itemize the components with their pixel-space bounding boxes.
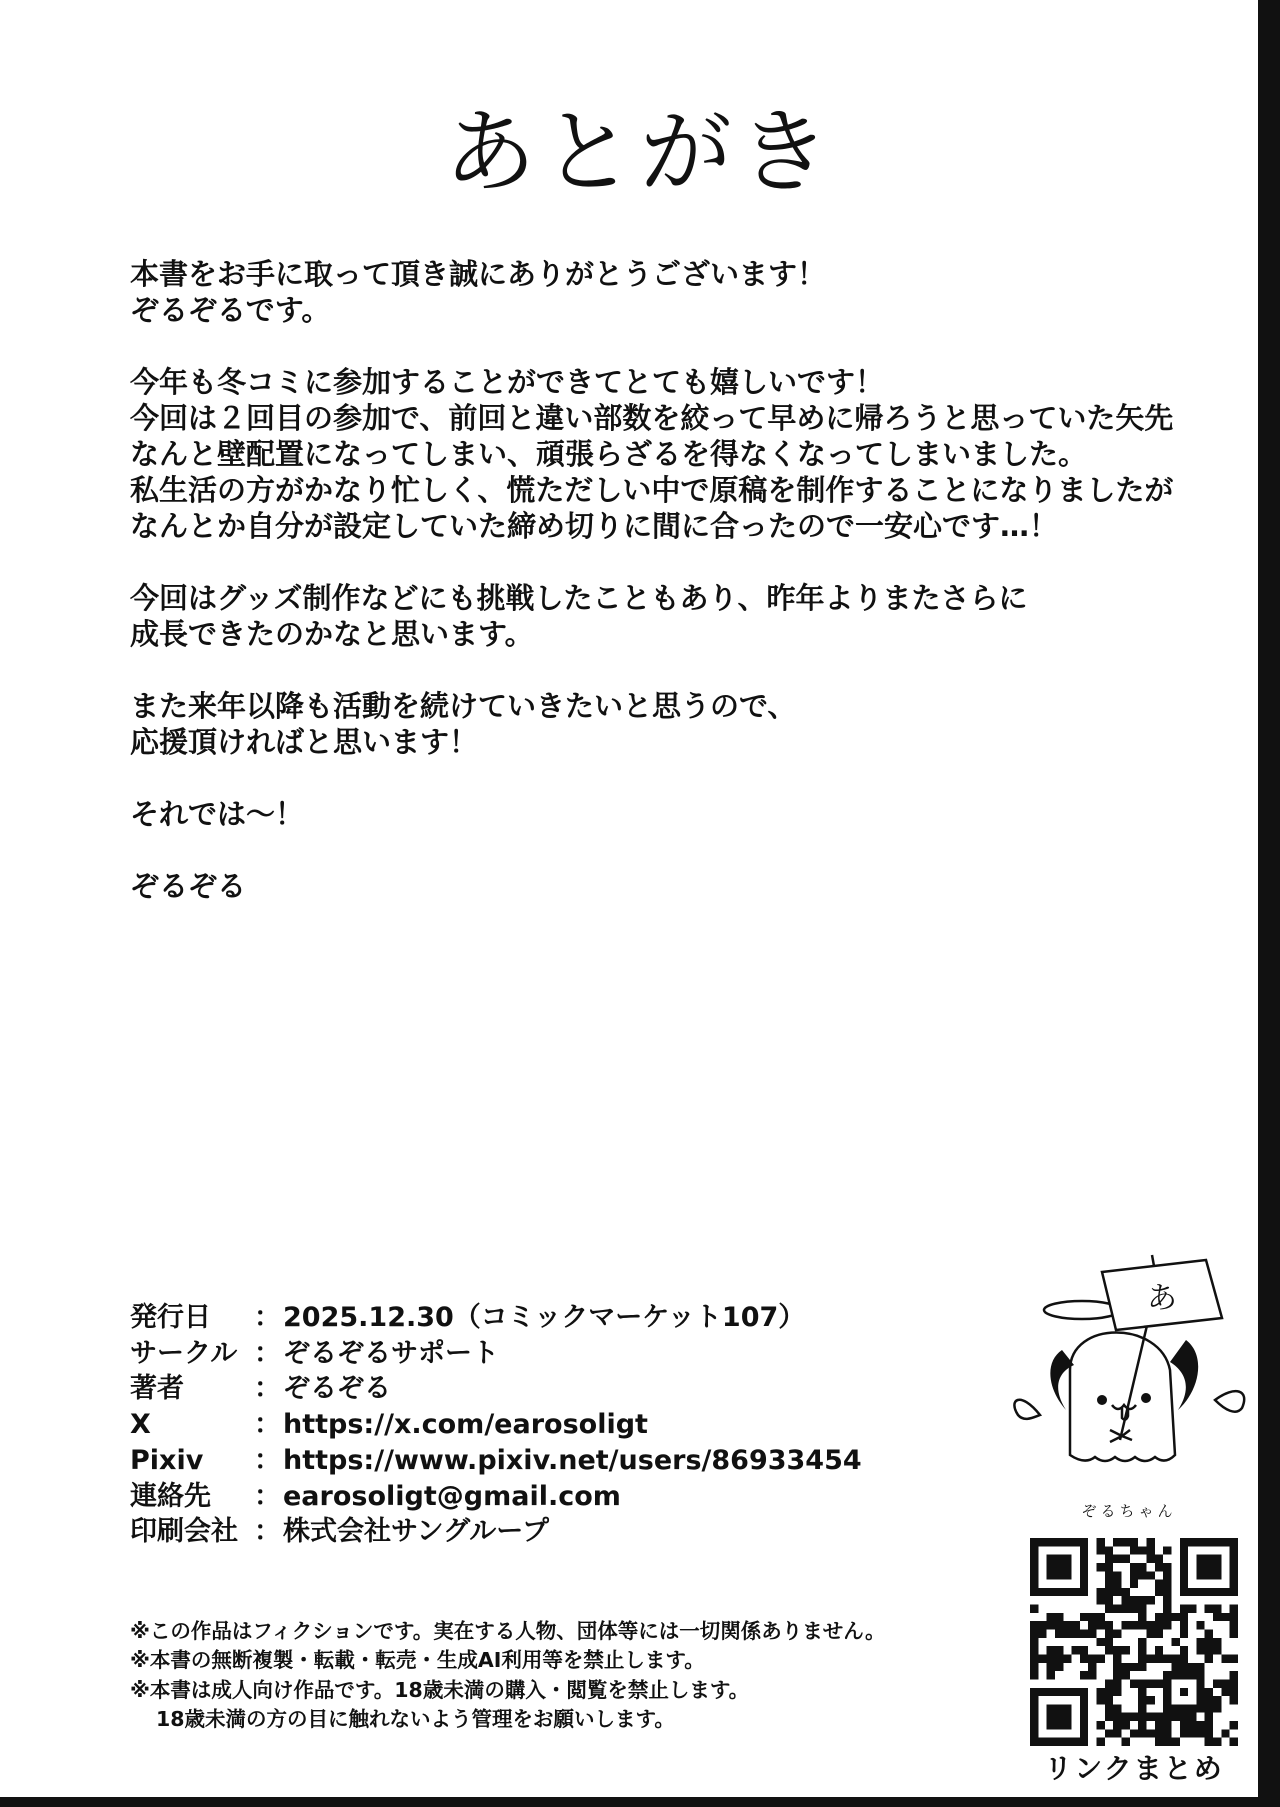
qr-module [1122, 1663, 1130, 1671]
qr-module [1221, 1654, 1229, 1662]
qr-module [1138, 1571, 1146, 1579]
qr-module [1097, 1588, 1105, 1596]
qr-module [1080, 1630, 1088, 1638]
qr-module [1230, 1696, 1238, 1704]
qr-module [1205, 1646, 1213, 1654]
qr-module [1205, 1738, 1213, 1746]
qr-module [1122, 1588, 1130, 1596]
colophon-label: 連絡先 [130, 1480, 211, 1512]
paragraph-gap [130, 760, 1173, 796]
qr-module [1138, 1638, 1146, 1646]
qr-module [1138, 1729, 1146, 1737]
qr-module [1055, 1654, 1063, 1662]
qr-module [1205, 1729, 1213, 1737]
colophon-row [130, 1371, 862, 1407]
qr-module [1113, 1663, 1121, 1671]
qr-module [1163, 1613, 1171, 1621]
afterword-body [130, 256, 1173, 904]
colophon-colon: ： [254, 1337, 281, 1369]
qr-module [1055, 1613, 1063, 1621]
qr-module [1105, 1621, 1113, 1629]
qr-module [1171, 1638, 1179, 1646]
qr-module [1213, 1638, 1221, 1646]
qr-module [1122, 1721, 1130, 1729]
qr-module [1030, 1621, 1038, 1629]
qr-module [1180, 1613, 1188, 1621]
body-line: なんとか自分が設定していた締め切りに間に合ったので一安心です…！ [130, 509, 1059, 543]
qr-module [1196, 1638, 1204, 1646]
qr-label: リンクまとめ [1044, 1752, 1224, 1785]
qr-module [1097, 1721, 1105, 1729]
sign-text: あ [1147, 1281, 1177, 1316]
qr-module [1130, 1621, 1138, 1629]
qr-module [1171, 1613, 1179, 1621]
qr-module [1097, 1546, 1105, 1554]
qr-module [1030, 1663, 1038, 1671]
notice-line: ※この作品はフィクションです。実在する人物、団体等には一切関係ありません。 [130, 1619, 886, 1643]
body-line: ぞるぞる [130, 869, 247, 903]
qr-module [1088, 1630, 1096, 1638]
qr-module [1088, 1613, 1096, 1621]
qr-module [1097, 1613, 1105, 1621]
qr-module [1163, 1571, 1171, 1579]
paragraph-gap [130, 832, 1173, 868]
qr-module [1180, 1646, 1188, 1654]
qr-module [1146, 1654, 1154, 1662]
qr-module [1030, 1638, 1038, 1646]
qr-module [1105, 1605, 1113, 1613]
qr-module [1146, 1596, 1154, 1604]
qr-module [1113, 1571, 1121, 1579]
qr-module [1130, 1663, 1138, 1671]
qr-module [1230, 1630, 1238, 1638]
colophon-colon: ： [254, 1480, 281, 1512]
qr-module [1221, 1679, 1229, 1687]
qr-module [1196, 1555, 1221, 1580]
colophon-colon: ： [254, 1302, 281, 1333]
paragraph-gap [130, 328, 1173, 364]
qr-module [1038, 1630, 1046, 1638]
qr-module [1055, 1621, 1063, 1629]
colophon-row [130, 1336, 862, 1372]
qr-module [1080, 1654, 1088, 1662]
colophon-value[interactable]: https://x.com/earosoligt [283, 1409, 648, 1441]
qr-module [1205, 1654, 1213, 1662]
qr-module [1113, 1688, 1121, 1696]
qr-module [1171, 1663, 1179, 1671]
qr-module [1230, 1738, 1238, 1746]
qr-module [1072, 1621, 1080, 1629]
qr-module [1122, 1738, 1130, 1746]
qr-module [1213, 1613, 1221, 1621]
qr-module [1097, 1696, 1105, 1704]
qr-module [1180, 1729, 1188, 1737]
qr-module [1105, 1696, 1113, 1704]
qr-module [1030, 1654, 1038, 1662]
qr-module [1163, 1580, 1171, 1588]
body-line: なんと壁配置になってしまい、頑張らざるを得なくなってしまいました。 [130, 437, 1088, 471]
colophon-row [130, 1300, 862, 1336]
qr-module [1180, 1654, 1188, 1662]
qr-module [1130, 1580, 1138, 1588]
body-line: 私生活の方がかなり忙しく、慌ただしい中で原稿を制作することになりましたが [130, 473, 1174, 507]
qr-module [1146, 1679, 1154, 1687]
qr-module [1122, 1605, 1130, 1613]
qr-module [1105, 1646, 1113, 1654]
colophon-label: Pixiv [130, 1444, 204, 1476]
body-line: 今年も冬コミに参加することができてとても嬉しいです！ [130, 365, 885, 399]
qr-module [1155, 1721, 1163, 1729]
qr-module [1163, 1596, 1171, 1604]
qr-module [1146, 1555, 1154, 1563]
qr-module [1213, 1646, 1221, 1654]
qr-module [1196, 1621, 1204, 1629]
qr-module [1030, 1646, 1038, 1654]
colophon-label: 印刷会社 [130, 1516, 238, 1548]
qr-module [1196, 1663, 1204, 1671]
qr-module [1221, 1688, 1229, 1696]
qr-module [1163, 1621, 1171, 1629]
colophon-colon: ： [254, 1373, 281, 1405]
qr-module [1163, 1605, 1171, 1613]
qr-module [1105, 1704, 1113, 1712]
body-line: 成長できたのかなと思います。 [130, 617, 534, 651]
qr-module [1130, 1605, 1138, 1613]
qr-module [1171, 1654, 1179, 1662]
qr-module [1072, 1646, 1080, 1654]
qr-module [1188, 1713, 1196, 1721]
qr-module [1105, 1571, 1113, 1579]
qr-module [1213, 1704, 1221, 1712]
qr-module [1196, 1729, 1204, 1737]
qr-module [1113, 1588, 1121, 1596]
qr-module [1230, 1721, 1238, 1729]
colophon-label: 著者 [130, 1373, 184, 1405]
qr-module [1138, 1679, 1146, 1687]
body-line: また来年以降も活動を続けていきたいと思うので、 [130, 689, 797, 723]
notice-line: ※本書は成人向け作品です。18歳未満の購入・閲覧を禁止します。 [130, 1677, 750, 1702]
qr-module [1122, 1713, 1130, 1721]
qr-module [1047, 1663, 1055, 1671]
qr-module [1230, 1688, 1238, 1696]
colophon-row [130, 1407, 862, 1443]
qr-module [1138, 1596, 1146, 1604]
qr-module [1230, 1654, 1238, 1662]
qr-module [1188, 1721, 1196, 1729]
qr-module [1130, 1546, 1138, 1554]
qr-module [1097, 1654, 1105, 1662]
body-line: ぞるぞるです。 [130, 293, 331, 327]
qr-module [1130, 1538, 1138, 1546]
qr-module [1080, 1613, 1088, 1621]
qr-module [1088, 1671, 1096, 1679]
qr-module [1163, 1588, 1171, 1596]
qr-module [1155, 1713, 1163, 1721]
qr-module [1122, 1538, 1130, 1546]
qr-module [1113, 1721, 1121, 1729]
qr-module [1063, 1630, 1071, 1638]
qr-module [1113, 1538, 1121, 1546]
qr-module [1155, 1738, 1163, 1746]
colophon [130, 1300, 862, 1550]
qr-module [1163, 1713, 1171, 1721]
qr-module [1122, 1555, 1130, 1563]
qr-module [1113, 1729, 1121, 1737]
qr-module [1155, 1646, 1163, 1654]
qr-module [1030, 1630, 1038, 1638]
qr-module [1138, 1605, 1146, 1613]
qr-module [1097, 1638, 1105, 1646]
qr-module [1113, 1580, 1121, 1588]
qr-module [1105, 1580, 1113, 1588]
qr-module [1213, 1679, 1221, 1687]
colophon-row [130, 1514, 862, 1550]
colophon-colon: ： [254, 1516, 281, 1548]
qr-module [1030, 1605, 1038, 1613]
qr-module [1113, 1646, 1121, 1654]
colophon-value[interactable]: earosoligt@gmail.com [283, 1480, 621, 1512]
mascot-illustration [1010, 1250, 1250, 1490]
qr-module [1230, 1621, 1238, 1629]
colophon-value[interactable]: https://www.pixiv.net/users/86933454 [283, 1444, 862, 1476]
notice-line: 18歳未満の方の目に触れないよう管理をお願いします。 [156, 1707, 675, 1732]
mascot-name: ぞるちゃん [1081, 1502, 1177, 1520]
qr-module [1113, 1654, 1121, 1662]
qr-module [1155, 1729, 1163, 1737]
qr-module [1163, 1729, 1171, 1737]
qr-module [1205, 1638, 1213, 1646]
qr-module [1088, 1621, 1096, 1629]
qr-module [1113, 1704, 1121, 1712]
qr-module [1122, 1621, 1130, 1629]
qr-module [1063, 1621, 1071, 1629]
paragraph-gap [130, 544, 1173, 580]
qr-module [1138, 1546, 1146, 1554]
qr-module [1213, 1605, 1221, 1613]
qr-module [1130, 1571, 1138, 1579]
qr-module [1155, 1654, 1163, 1662]
colophon-row [130, 1443, 862, 1479]
qr-module [1113, 1671, 1121, 1679]
qr-module [1146, 1713, 1154, 1721]
qr-module [1146, 1571, 1154, 1579]
qr-module [1130, 1679, 1138, 1687]
qr-module [1105, 1679, 1113, 1687]
qr-module [1063, 1654, 1071, 1662]
notices [130, 1617, 885, 1735]
qr-module [1038, 1621, 1046, 1629]
qr-module [1105, 1546, 1113, 1554]
qr-module [1213, 1738, 1221, 1746]
qr-module [1230, 1613, 1238, 1621]
qr-module [1055, 1630, 1063, 1638]
qr-module [1180, 1688, 1188, 1696]
qr-module [1055, 1663, 1063, 1671]
qr-module [1230, 1679, 1238, 1687]
qr-module [1138, 1688, 1146, 1696]
page-title: あとがき [443, 99, 836, 206]
qr-module [1205, 1696, 1213, 1704]
qr-module [1155, 1588, 1163, 1596]
qr-module [1130, 1713, 1138, 1721]
qr-module [1122, 1646, 1130, 1654]
qr-module [1205, 1688, 1213, 1696]
colophon-value: 株式会社サングループ [283, 1516, 549, 1548]
qr-module [1196, 1646, 1204, 1654]
qr-code[interactable] [1030, 1538, 1238, 1746]
qr-module [1130, 1563, 1138, 1571]
qr-module [1105, 1630, 1113, 1638]
qr-module [1138, 1663, 1146, 1671]
colophon-value: ぞるぞるサポート [283, 1337, 499, 1369]
qr-module [1105, 1729, 1113, 1737]
qr-module [1205, 1704, 1213, 1712]
qr-module [1205, 1605, 1213, 1613]
qr-module [1138, 1646, 1146, 1654]
body-line: それでは〜！ [130, 797, 305, 831]
qr-module [1171, 1738, 1179, 1746]
qr-module [1105, 1588, 1113, 1596]
qr-module [1072, 1630, 1080, 1638]
qr-module [1138, 1696, 1146, 1704]
qr-module [1155, 1613, 1163, 1621]
colophon-label: X [130, 1409, 151, 1441]
qr-module [1097, 1738, 1105, 1746]
qr-module [1155, 1621, 1163, 1629]
qr-module [1163, 1654, 1171, 1662]
qr-module [1188, 1729, 1196, 1737]
qr-module [1030, 1671, 1038, 1679]
qr-module [1047, 1646, 1055, 1654]
qr-module [1163, 1721, 1171, 1729]
colophon-label: 発行日 [130, 1302, 211, 1333]
body-line: 今回は２回目の参加で、前回と違い部数を絞って早めに帰ろうと思っていた矢先 [130, 401, 1174, 435]
qr-module [1047, 1555, 1072, 1580]
qr-module [1146, 1729, 1154, 1737]
qr-module [1146, 1696, 1154, 1704]
qr-module [1138, 1621, 1146, 1629]
qr-module [1113, 1605, 1121, 1613]
qr-module [1188, 1663, 1196, 1671]
qr-module [1105, 1713, 1113, 1721]
qr-module [1138, 1654, 1146, 1662]
qr-module [1196, 1721, 1204, 1729]
qr-module [1163, 1563, 1171, 1571]
colophon-value: 2025.12.30（コミックマーケット107） [283, 1302, 806, 1333]
colophon-value: ぞるぞる [283, 1373, 391, 1405]
colophon-colon: ： [254, 1444, 281, 1476]
colophon-row [130, 1479, 862, 1515]
qr-module [1080, 1671, 1088, 1679]
qr-module [1047, 1704, 1072, 1729]
qr-module [1047, 1654, 1055, 1662]
qr-module [1155, 1563, 1163, 1571]
qr-module [1097, 1563, 1105, 1571]
qr-module [1213, 1696, 1221, 1704]
qr-module [1180, 1713, 1188, 1721]
qr-module [1230, 1671, 1238, 1679]
qr-module [1146, 1546, 1154, 1554]
colophon-colon: ： [254, 1409, 281, 1441]
qr-module [1180, 1663, 1188, 1671]
qr-module [1205, 1721, 1213, 1729]
qr-module [1105, 1688, 1113, 1696]
qr-module [1097, 1621, 1105, 1629]
qr-module [1205, 1630, 1213, 1638]
qr-module [1097, 1688, 1105, 1696]
qr-module [1155, 1555, 1163, 1563]
qr-module [1146, 1630, 1154, 1638]
qr-module [1047, 1613, 1055, 1621]
qr-module [1155, 1679, 1163, 1687]
qr-module [1146, 1621, 1154, 1629]
qr-module [1113, 1679, 1121, 1687]
qr-module [1180, 1621, 1188, 1629]
qr-module [1130, 1596, 1138, 1604]
qr-module [1122, 1596, 1130, 1604]
qr-module [1221, 1729, 1229, 1737]
page-edge-bottom [0, 1797, 1280, 1807]
qr-module [1080, 1646, 1088, 1654]
qr-module [1047, 1671, 1055, 1679]
qr-module [1105, 1638, 1113, 1646]
qr-module [1130, 1729, 1138, 1737]
qr-module [1138, 1721, 1146, 1729]
qr-module [1097, 1596, 1105, 1604]
qr-module [1088, 1663, 1096, 1671]
qr-module [1138, 1713, 1146, 1721]
notice-line: ※本書の無断複製・転載・転売・生成AI利用等を禁止します。 [130, 1648, 705, 1673]
body-line: 応援頂ければと思います！ [130, 725, 479, 759]
qr-module [1105, 1563, 1113, 1571]
qr-module [1205, 1713, 1213, 1721]
qr-module [1188, 1605, 1196, 1613]
qr-module [1097, 1538, 1105, 1546]
qr-module [1113, 1555, 1121, 1563]
qr-module [1122, 1671, 1130, 1679]
qr-module [1138, 1613, 1146, 1621]
qr-module [1155, 1580, 1163, 1588]
qr-module [1163, 1738, 1171, 1746]
qr-module [1038, 1654, 1046, 1662]
qr-module [1113, 1630, 1121, 1638]
qr-module [1055, 1646, 1063, 1654]
qr-module [1047, 1621, 1055, 1629]
qr-module [1146, 1538, 1154, 1546]
body-line: 今回はグッズ制作などにも挑戦したこともあり、昨年よりまたさらに [130, 581, 1028, 615]
qr-module [1221, 1613, 1229, 1621]
qr-module [1113, 1713, 1121, 1721]
page-edge-right [1258, 0, 1280, 1807]
qr-module [1155, 1630, 1163, 1638]
qr-module [1138, 1704, 1146, 1712]
qr-module [1088, 1654, 1096, 1662]
qr-module [1163, 1546, 1171, 1554]
qr-module [1171, 1713, 1179, 1721]
qr-module [1138, 1563, 1146, 1571]
qr-module [1180, 1605, 1188, 1613]
colophon-label: サークル [130, 1337, 238, 1369]
qr-module [1105, 1596, 1113, 1604]
qr-module [1105, 1555, 1113, 1563]
qr-module [1180, 1630, 1188, 1638]
paragraph-gap [130, 652, 1173, 688]
body-line: 本書をお手に取って頂き誠にありがとうございます！ [130, 257, 827, 291]
qr-module [1230, 1605, 1238, 1613]
qr-module [1180, 1721, 1188, 1729]
